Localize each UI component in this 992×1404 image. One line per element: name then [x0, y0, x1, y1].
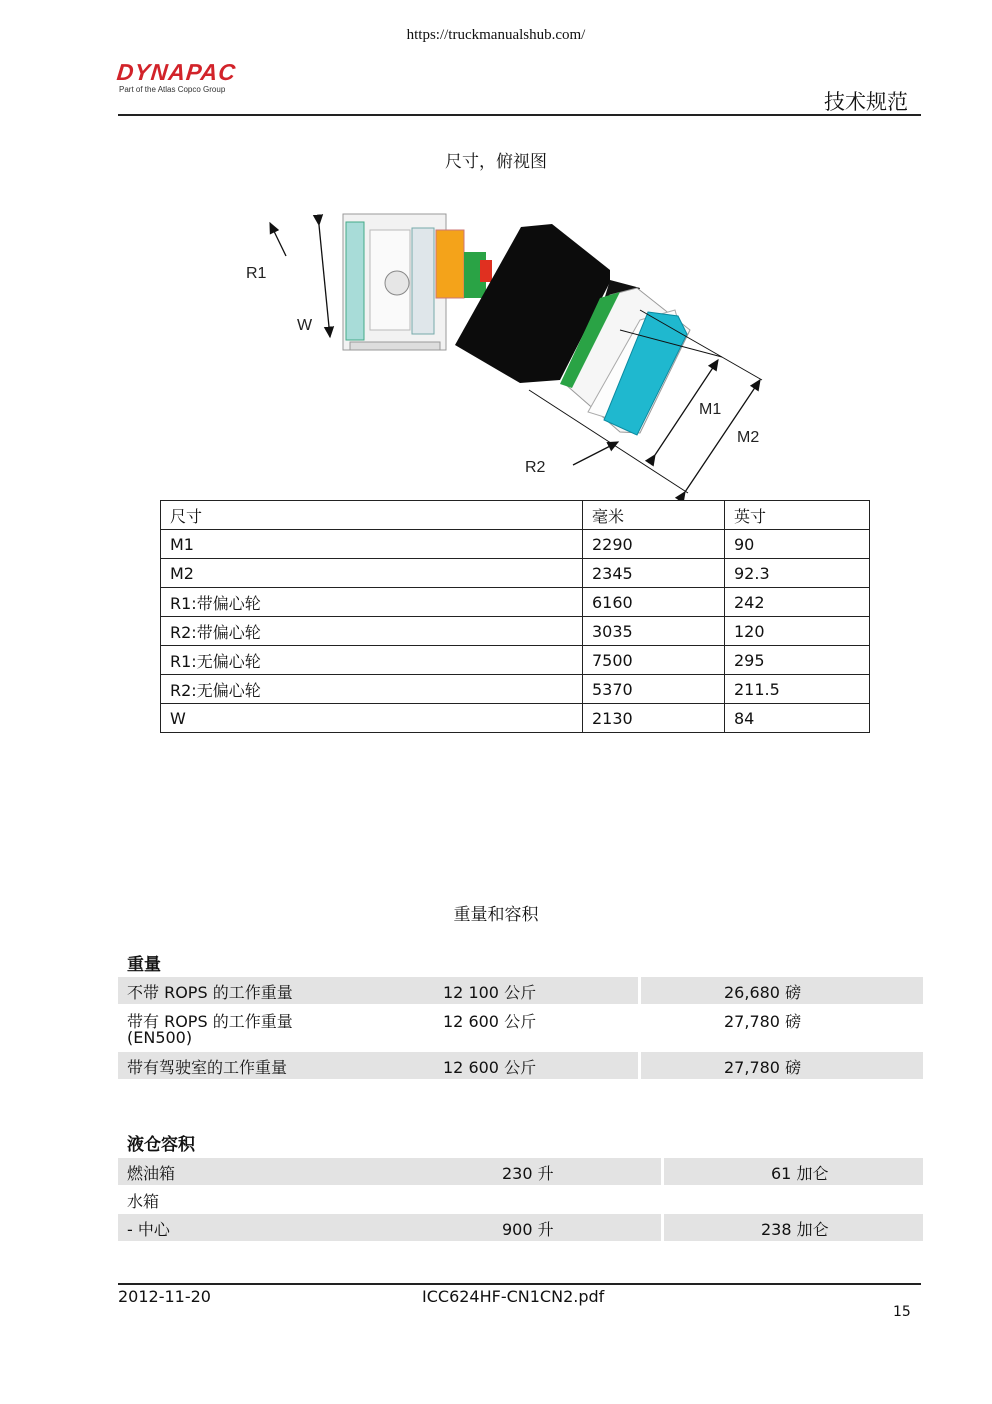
capacity-label: - 中心	[127, 1220, 170, 1239]
cell-dimension: R2:带偏心轮	[161, 617, 583, 646]
weight-heading: 重量	[127, 955, 161, 975]
dimensions-section-title: 尺寸，俯视图	[445, 152, 547, 172]
table-row	[161, 530, 870, 559]
footer-divider	[118, 1283, 921, 1285]
table-header-row	[161, 501, 870, 530]
label-m1: M1	[699, 401, 722, 418]
cell-dimension: R1:带偏心轮	[161, 588, 583, 617]
cell-mm: 7500	[583, 646, 725, 675]
capacity-imperial: 61 加仑	[771, 1164, 829, 1183]
cell-inch: 120	[725, 617, 870, 646]
source-url[interactable]: https://truckmanualshub.com/	[406, 27, 586, 43]
weight-row	[118, 977, 923, 1004]
dynapac-logo	[117, 60, 287, 100]
cell-dimension: M1	[161, 530, 583, 559]
capacity-row	[118, 1158, 923, 1185]
cell-mm: 2345	[583, 559, 725, 588]
header-mm: 毫米	[583, 501, 725, 530]
cell-dimension: M2	[161, 559, 583, 588]
table-row	[161, 617, 870, 646]
capacity-label: 燃油箱	[127, 1164, 176, 1183]
cell-mm: 2290	[583, 530, 725, 559]
weight-metric: 12 600 公斤	[443, 1058, 537, 1077]
cell-dimension: R2:无偏心轮	[161, 675, 583, 704]
cell-mm: 5370	[583, 675, 725, 704]
footer-date: 2012-11-20	[118, 1287, 211, 1306]
logo-wordmark: DYNAPAC	[115, 59, 238, 85]
capacity-heading: 液仓容积	[127, 1135, 195, 1155]
table-row	[161, 588, 870, 617]
footer-filename: ICC624HF-CN1CN2.pdf	[422, 1287, 605, 1306]
header-inch: 英寸	[725, 501, 870, 530]
cell-inch: 242	[725, 588, 870, 617]
weight-row	[118, 1052, 923, 1079]
cell-mm: 3035	[583, 617, 725, 646]
capacity-label: 水箱	[127, 1192, 160, 1211]
cell-inch: 295	[725, 646, 870, 675]
page-number: 15	[893, 1304, 911, 1320]
weight-label-line2: (EN500)	[127, 1028, 193, 1047]
logo-tagline: Part of the Atlas Copco Group	[119, 85, 226, 94]
roller-top-view-diagram	[200, 200, 800, 500]
header-divider	[118, 114, 921, 116]
table-row	[161, 675, 870, 704]
cell-dimension: W	[161, 704, 583, 733]
weight-imperial: 27,780 磅	[724, 1058, 802, 1077]
capacity-row	[118, 1186, 923, 1213]
weight-volume-section-title: 重量和容积	[453, 905, 539, 925]
weight-imperial: 26,680 磅	[724, 983, 802, 1002]
cell-mm: 2130	[583, 704, 725, 733]
page-header-title: 技术规范	[824, 90, 908, 114]
weight-row	[118, 1006, 923, 1050]
weight-label: 不带 ROPS 的工作重量	[127, 983, 293, 1002]
capacity-metric: 900 升	[502, 1220, 554, 1239]
weight-metric: 12 100 公斤	[443, 983, 537, 1002]
cell-dimension: R1:无偏心轮	[161, 646, 583, 675]
header-dimension: 尺寸	[161, 501, 583, 530]
capacity-imperial: 238 加仑	[761, 1220, 829, 1239]
weight-metric: 12 600 公斤	[443, 1012, 537, 1031]
label-m2: M2	[737, 429, 760, 446]
label-r1: R1	[246, 265, 267, 282]
table-row	[161, 646, 870, 675]
cell-mm: 6160	[583, 588, 725, 617]
cell-inch: 84	[725, 704, 870, 733]
table-row	[161, 704, 870, 733]
cell-inch: 90	[725, 530, 870, 559]
capacity-row	[118, 1214, 923, 1241]
label-r2: R2	[525, 459, 546, 476]
cell-inch: 92.3	[725, 559, 870, 588]
weight-label: 带有驾驶室的工作重量	[127, 1058, 288, 1077]
weight-label: 带有 ROPS 的工作重量	[127, 1012, 293, 1031]
label-w: W	[297, 317, 313, 334]
dimensions-table	[160, 500, 870, 733]
capacity-metric: 230 升	[502, 1164, 554, 1183]
weight-imperial: 27,780 磅	[724, 1012, 802, 1031]
cell-inch: 211.5	[725, 675, 870, 704]
table-row	[161, 559, 870, 588]
